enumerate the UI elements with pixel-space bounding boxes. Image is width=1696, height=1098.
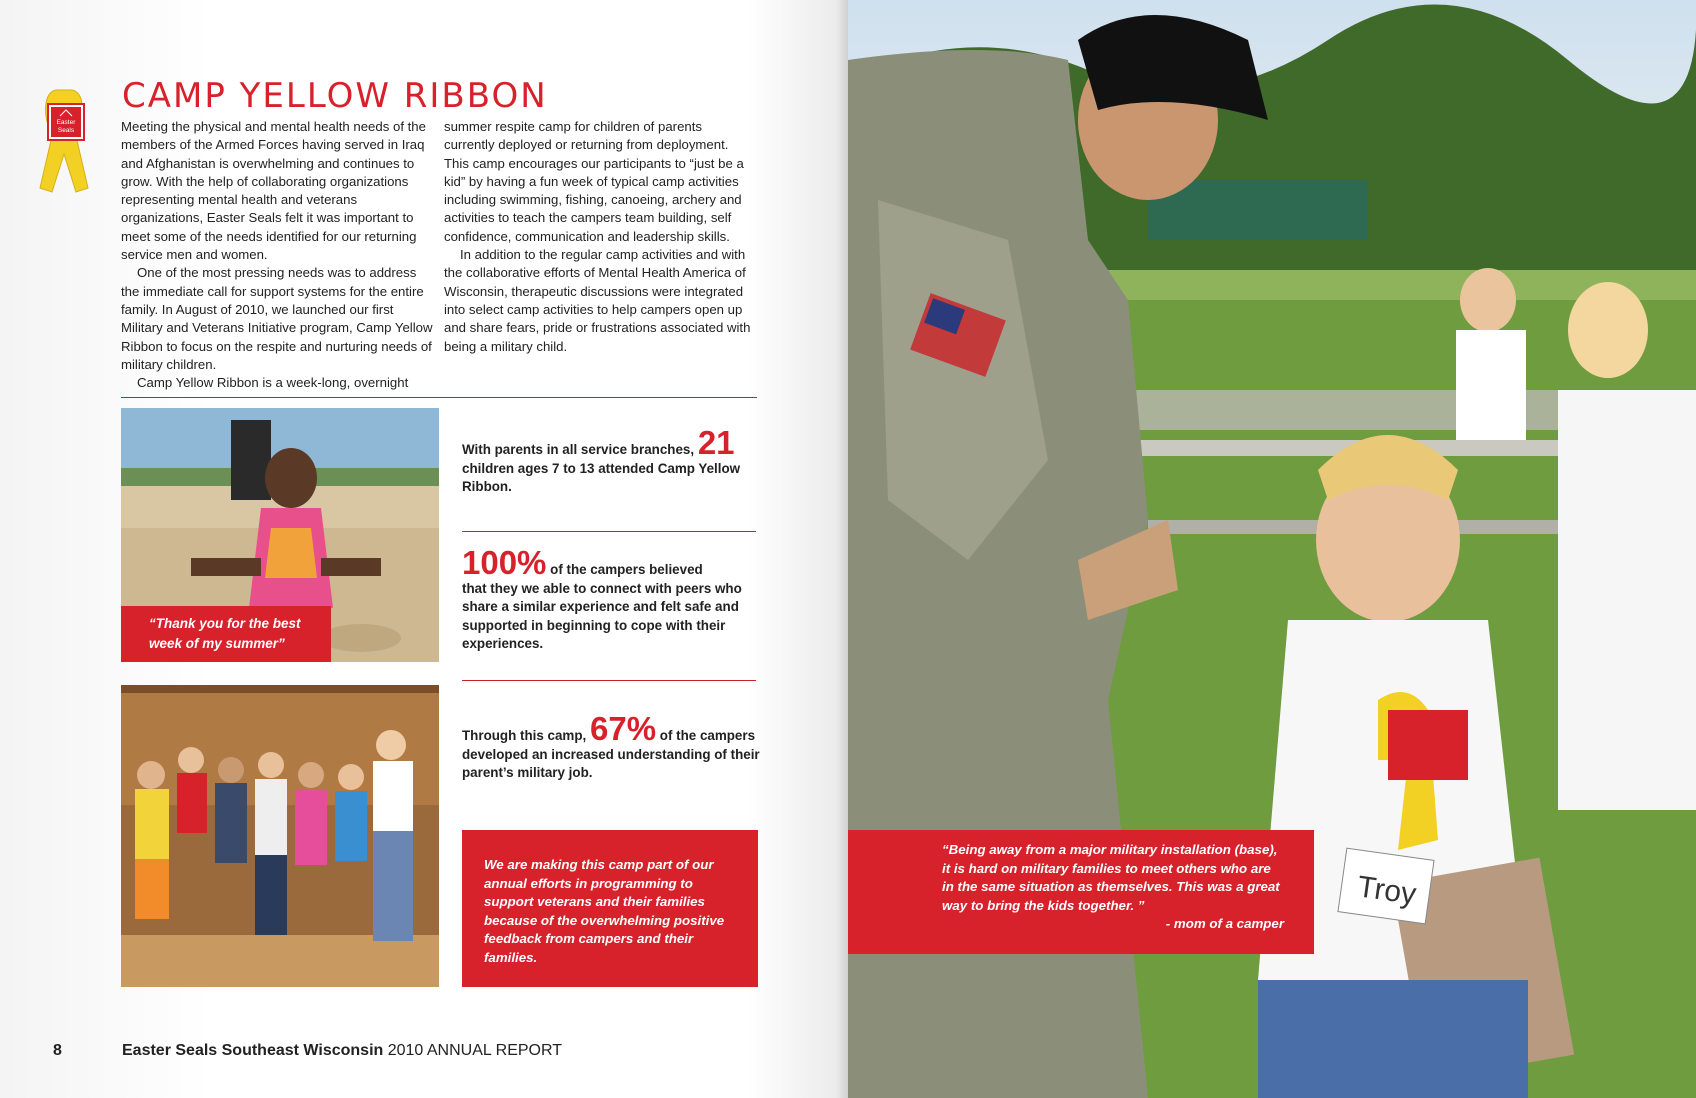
- parent-quote-box: [848, 830, 1314, 954]
- program-statement-box: We are making this camp part of our annual efforts in programming to support veterans and their families because of the overwhelming positive feedback from campers and their families.: [462, 830, 758, 987]
- stat-number: 100%: [462, 544, 547, 581]
- stat-divider: [462, 680, 756, 681]
- photo-girl-on-beach: [121, 408, 439, 662]
- footer-report-label: 2010 ANNUAL REPORT: [383, 1042, 563, 1059]
- stat-text: of the campers: [659, 728, 756, 743]
- body-paragraph: One of the most pressing needs was to address the immediate call for support systems for the entire family. In August of 2010, we launched our first Military and Veterans Initiative program, Camp Yellow Ribbon to focus on the respite and nurturing needs of military children.: [121, 265, 433, 372]
- body-paragraph: Camp Yellow Ribbon is a week-long, overnight: [137, 375, 409, 391]
- footer-title: [122, 1042, 562, 1060]
- right-page-photo: [848, 0, 1696, 1098]
- stat-number: 67%: [589, 710, 657, 747]
- page-number: 8: [53, 1042, 62, 1059]
- stat-text: With parents in all service branches,: [462, 442, 695, 457]
- quote-attribution: - mom of a camper: [1165, 916, 1284, 931]
- logo-badge-line1: Easter: [56, 119, 76, 126]
- photo-group-of-campers: [121, 685, 439, 987]
- body-paragraph: Meeting the physical and mental health needs of the members of the Armed Forces having served in Iraq and Afghanistan is overwhelming and continues to grow. With the help of collaborating organizations representing mental health and veterans organizations, Easter Seals felt it was important to meet some of the needs identified for our returning service men and women.: [121, 119, 426, 263]
- stat-text: Through this camp,: [462, 728, 587, 743]
- logo-badge-line2: Seals: [57, 127, 75, 134]
- body-paragraph: In addition to the regular camp activities and with the collaborative efforts of Mental Health America of Wisconsin, therapeutic discussions were integrated into select camp activities to help campers open up and share fears, pride or frustrations associated with being a military child.: [444, 247, 751, 354]
- stat-text: that they we able to connect with peers who share a similar experience and felt safe and supported in beginning to cope with their experiences.: [462, 580, 742, 651]
- stat-children-attended: [462, 424, 762, 497]
- stat-text: of the campers believed: [550, 562, 703, 577]
- stat-text: children ages 7 to 13 attended Camp Yellow Ribbon.: [462, 460, 741, 494]
- section-divider: [121, 397, 757, 398]
- yellow-ribbon-logo: [38, 84, 94, 202]
- stat-understanding-military-job: [462, 710, 762, 783]
- name-tag-text: Troy: [1355, 870, 1419, 912]
- body-column-2: [444, 118, 756, 356]
- photo-caption-quote: “Thank you for the best week of my summer”: [121, 606, 331, 662]
- footer-org-name: Easter Seals Southeast Wisconsin: [122, 1042, 384, 1059]
- stat-number: 21: [697, 424, 735, 461]
- body-column-1: [121, 118, 433, 392]
- stat-connect-with-peers: [462, 544, 762, 654]
- body-paragraph: summer respite camp for children of parents currently deployed or returning from deployment. This camp encourages our participants to “just be a kid” by having a fun week of typical camp activities including swimming, fishing, canoeing, archery and activities to teach the campers team building, self confidence, communication and leadership skills.: [444, 119, 744, 244]
- stat-divider: [462, 531, 756, 532]
- page-title: CAMP YELLOW RIBBON: [122, 76, 548, 116]
- parent-quote-text: “Being away from a major military installation (base), it is hard on military families to meet others who are in the same situation as themselves. This was a great way to bring the kids together. ”: [942, 842, 1280, 913]
- stat-text: developed an increased understanding of their parent’s military job.: [462, 746, 760, 780]
